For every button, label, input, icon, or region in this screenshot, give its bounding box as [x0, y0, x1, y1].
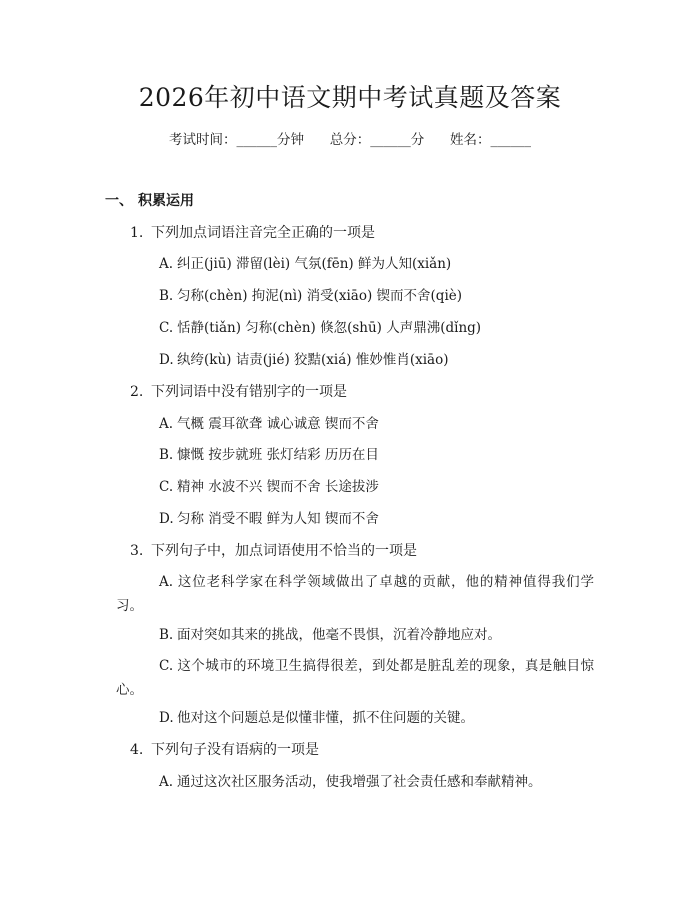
exam-meta-line: 考试时间：______分钟 总分：______分 姓名：______	[169, 132, 531, 148]
answer-option	[159, 349, 448, 371]
section-number: 一、	[105, 193, 133, 209]
question-stem	[130, 540, 417, 562]
option-letter: B.	[159, 288, 174, 304]
option-text: 这位老科学家在科学领域做出了卓越的贡献，他的精神值得我们学习。	[116, 574, 594, 614]
option-text: 慷慨 按步就班 张灯结彩 历历在目	[177, 447, 379, 463]
option-text: 这个城市的环境卫生搞得很差，到处都是脏乱差的现象，真是触目惊心。	[116, 658, 594, 698]
option-text: 恬静(tiǎn) 匀称(chèn) 倏忽(shū) 人声鼎沸(dǐng)	[177, 320, 482, 336]
answer-option	[159, 413, 379, 435]
answer-option	[159, 624, 501, 646]
question-text: 下列句子没有语病的一项是	[151, 742, 319, 758]
answer-option	[116, 654, 594, 702]
option-letter: D.	[159, 352, 174, 368]
answer-option	[159, 707, 474, 729]
option-text: 匀称(chèn) 拘泥(nì) 消受(xiāo) 锲而不舍(qiè)	[177, 288, 463, 304]
option-letter: B.	[159, 627, 174, 643]
answer-option	[159, 253, 451, 275]
option-letter: A.	[159, 774, 174, 790]
question-stem	[130, 381, 347, 403]
answer-option	[159, 317, 481, 339]
answer-option	[116, 570, 594, 618]
question-stem	[130, 739, 319, 761]
option-letter: D.	[159, 511, 174, 527]
question-text: 下列加点词语注音完全正确的一项是	[151, 225, 375, 241]
option-letter: B.	[159, 447, 174, 463]
option-text: 匀称 消受不暇 鲜为人知 锲而不舍	[177, 511, 379, 527]
question-text: 下列词语中没有错别字的一项是	[151, 384, 347, 400]
option-letter: C.	[159, 479, 174, 495]
answer-option	[159, 444, 379, 466]
option-letter: C.	[159, 658, 174, 674]
option-text: 纠正(jiū) 滞留(lèi) 气氛(fēn) 鲜为人知(xiǎn)	[177, 256, 452, 272]
question-number: 3.	[130, 543, 144, 559]
page-title: 2026年初中语文期中考试真题及答案	[138, 83, 562, 112]
question-number: 1.	[130, 225, 144, 241]
question-number: 4.	[130, 742, 144, 758]
option-text: 精神 水波不兴 锲而不舍 长途拔涉	[177, 479, 379, 495]
option-text: 通过这次社区服务活动，使我增强了社会责任感和奉献精神。	[177, 774, 542, 790]
option-text: 他对这个问题总是似懂非懂，抓不住问题的关键。	[177, 710, 474, 726]
answer-option	[159, 508, 379, 530]
option-letter: A.	[159, 256, 174, 272]
option-text: 气概 震耳欲聋 诚心诚意 锲而不舍	[177, 416, 379, 432]
option-letter: C.	[159, 320, 174, 336]
option-letter: A.	[159, 574, 174, 590]
answer-option	[159, 771, 542, 793]
section-heading	[105, 190, 194, 212]
question-text: 下列句子中，加点词语使用不恰当的一项是	[151, 543, 417, 559]
option-text: 纨绔(kù) 诘责(jié) 狡黠(xiá) 惟妙惟肖(xiāo)	[177, 352, 449, 368]
answer-option	[159, 476, 379, 498]
option-letter: A.	[159, 416, 174, 432]
question-stem	[130, 222, 375, 244]
answer-option	[159, 285, 462, 307]
option-text: 面对突如其来的挑战，他毫不畏惧，沉着冷静地应对。	[177, 627, 501, 643]
option-letter: D.	[159, 710, 174, 726]
question-number: 2.	[130, 384, 144, 400]
section-title: 积累运用	[138, 193, 194, 209]
